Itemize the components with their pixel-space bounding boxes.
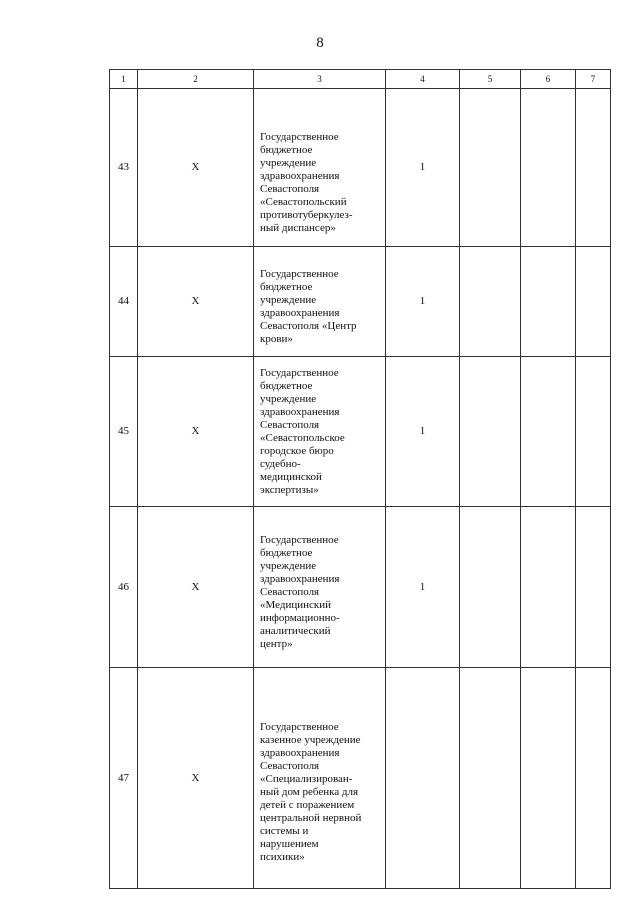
row-number-cell: 47 xyxy=(110,668,138,889)
header-cell: 6 xyxy=(521,70,576,89)
header-cell: 2 xyxy=(138,70,254,89)
header-cell: 7 xyxy=(576,70,611,89)
table-row xyxy=(110,89,611,247)
header-cell: 1 xyxy=(110,70,138,89)
col2-cell: X xyxy=(138,89,254,247)
col5-cell xyxy=(460,89,521,247)
institution-name: Государственное бюджетное учреждение здравоохранения Севастополя «Медицинский информационно- аналитический центр» xyxy=(260,533,340,650)
institution-name: Государственное казенное учреждение здравоохранения Севастополя «Специализирован- ный дом ребенка для детей с поражением центральной нервной системы и нарушением психики» xyxy=(260,720,362,863)
row-number-cell: 44 xyxy=(110,247,138,357)
row-number-cell: 45 xyxy=(110,357,138,507)
col6-cell xyxy=(521,247,576,357)
institution-name-cell xyxy=(254,247,386,357)
col6-cell xyxy=(521,89,576,247)
row-number-cell: 46 xyxy=(110,507,138,668)
col4-cell: 1 xyxy=(386,89,460,247)
document-table xyxy=(109,69,611,889)
col7-cell xyxy=(576,89,611,247)
col4-cell: 1 xyxy=(386,507,460,668)
institution-name-cell xyxy=(254,668,386,889)
institution-name: Государственное бюджетное учреждение здравоохранения Севастополя «Севастопольский противотуберкулез- ный диспансер» xyxy=(260,130,353,234)
table-row xyxy=(110,247,611,357)
institution-name: Государственное бюджетное учреждение здравоохранения Севастополя «Центр крови» xyxy=(260,267,357,345)
institution-name-cell xyxy=(254,507,386,668)
table-row xyxy=(110,357,611,507)
col7-cell xyxy=(576,668,611,889)
col2-cell: X xyxy=(138,247,254,357)
col7-cell xyxy=(576,247,611,357)
col4-cell: 1 xyxy=(386,357,460,507)
table-header-row xyxy=(110,70,611,89)
header-cell: 3 xyxy=(254,70,386,89)
table-row xyxy=(110,507,611,668)
col5-cell xyxy=(460,507,521,668)
col5-cell xyxy=(460,357,521,507)
col4-cell: 1 xyxy=(386,247,460,357)
institution-name: Государственное бюджетное учреждение здравоохранения Севастополя «Севастопольское городское бюро судебно- медицинской экспертизы» xyxy=(260,366,345,496)
col6-cell xyxy=(521,507,576,668)
col2-cell: X xyxy=(138,668,254,889)
col2-cell: X xyxy=(138,507,254,668)
col7-cell xyxy=(576,357,611,507)
col5-cell xyxy=(460,668,521,889)
col6-cell xyxy=(521,357,576,507)
col2-cell: X xyxy=(138,357,254,507)
col4-cell xyxy=(386,668,460,889)
header-cell: 4 xyxy=(386,70,460,89)
institution-name-cell xyxy=(254,89,386,247)
table-row xyxy=(110,668,611,889)
col5-cell xyxy=(460,247,521,357)
page-number: 8 xyxy=(316,35,324,51)
row-number-cell: 43 xyxy=(110,89,138,247)
institution-name-cell xyxy=(254,357,386,507)
col6-cell xyxy=(521,668,576,889)
header-cell: 5 xyxy=(460,70,521,89)
col7-cell xyxy=(576,507,611,668)
